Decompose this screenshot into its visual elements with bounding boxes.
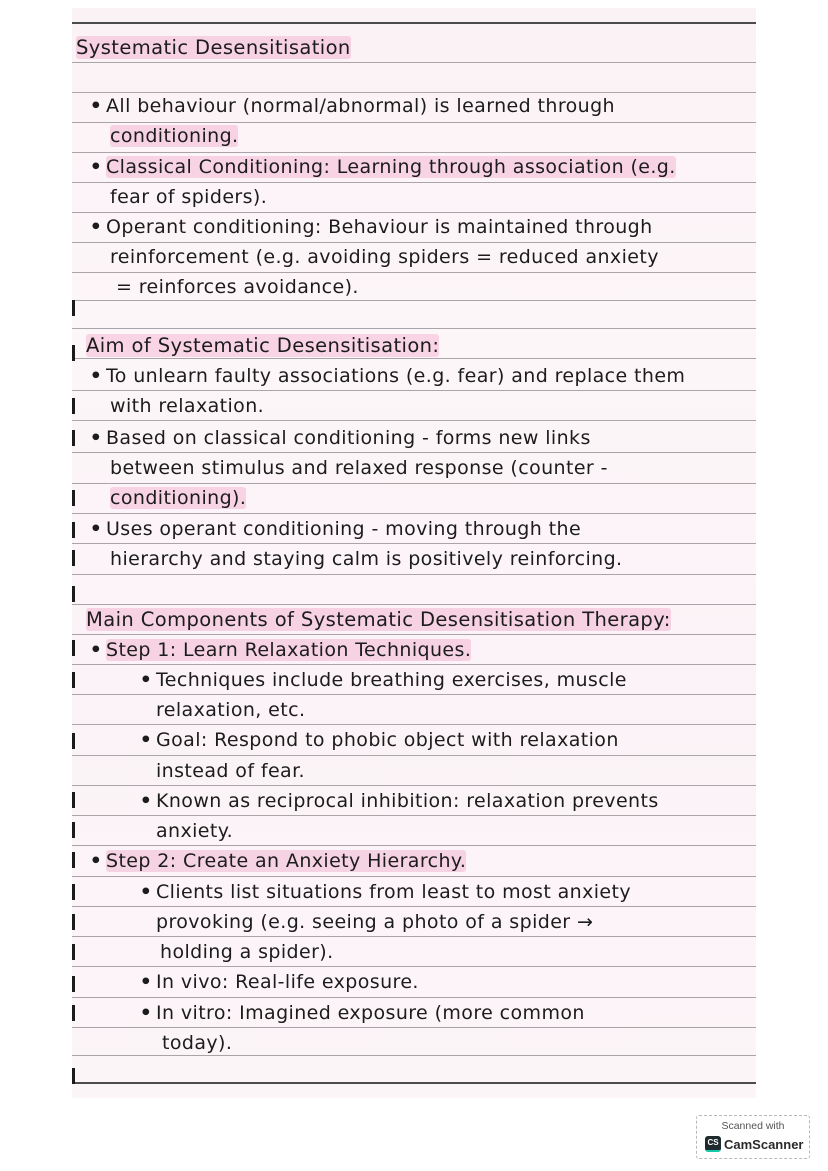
ruled-line (72, 242, 756, 243)
ruled-line (72, 664, 756, 665)
aim-bullet-2-line-3 (80, 486, 785, 510)
ruled-line (72, 152, 756, 153)
bullet-icon: • (89, 95, 103, 117)
ruled-line (72, 815, 756, 816)
intro-bullet-1-line-2 (80, 124, 785, 148)
ruled-line (72, 328, 756, 329)
margin-mark (72, 852, 75, 868)
bullet-icon: • (89, 639, 103, 661)
step2-bullet-3-line-1 (80, 1001, 811, 1025)
watermark-brand-name: CamScanner (724, 1136, 804, 1152)
ruled-line (72, 936, 756, 937)
step1-bullet-1-line-1 (80, 668, 811, 692)
ruled-line (72, 452, 756, 453)
aim-bullet-1-line-1 (80, 364, 761, 388)
margin-mark (72, 300, 75, 316)
aim-bullet-3-line-1 (80, 517, 761, 541)
ruled-line (72, 300, 756, 301)
camscanner-logo-icon: CS (705, 1136, 721, 1152)
bullet-text: with relaxation. (110, 395, 265, 417)
bullet-text: today). (162, 1032, 233, 1054)
ruled-line (72, 634, 756, 635)
page-title (76, 36, 751, 60)
bullet-text: instead of fear. (156, 760, 305, 782)
margin-mark (72, 672, 75, 688)
aim-bullet-2-line-1 (80, 426, 761, 450)
bullet-icon: • (139, 669, 153, 691)
bullet-icon: • (89, 850, 103, 872)
margin-mark (72, 522, 75, 538)
ruled-line (72, 358, 756, 359)
margin-mark (72, 640, 75, 656)
intro-bullet-2-line-1 (80, 155, 761, 179)
step2-bullet-1-line-1 (80, 880, 811, 904)
step2-bullet-1-line-2 (80, 910, 828, 934)
margin-mark (72, 490, 75, 506)
margin-mark (72, 1005, 75, 1021)
ruled-line (72, 122, 756, 123)
ruled-line (72, 755, 756, 756)
aim-heading (86, 334, 761, 358)
bullet-icon: • (139, 1002, 153, 1024)
step1-bullet-3-line-2 (80, 819, 828, 843)
ruled-line (72, 182, 756, 183)
bullet-text: provoking (e.g. seeing a photo of a spider → (156, 911, 594, 933)
components-heading (86, 608, 761, 632)
margin-mark (72, 822, 75, 838)
ruled-line (72, 997, 756, 998)
step1-bullet-1-line-2 (80, 698, 828, 722)
intro-bullet-3-line-2 (80, 245, 785, 269)
bullet-text: In vivo: Real-life exposure. (156, 971, 419, 993)
margin-mark (72, 976, 75, 992)
bullet-text: Clients list situations from least to most anxiety (156, 881, 632, 903)
ruled-line (72, 22, 756, 24)
ruled-line (72, 212, 756, 213)
aim-bullet-1-line-2 (80, 394, 785, 418)
margin-mark (72, 430, 75, 446)
step1-bullet-2-line-1 (80, 728, 811, 752)
bullet-text: Based on classical conditioning - forms new links (106, 427, 591, 449)
ruled-line (72, 724, 756, 725)
bullet-icon: • (139, 881, 153, 903)
ruled-line (72, 694, 756, 695)
bullet-text: conditioning). (110, 487, 247, 509)
heading-text: Aim of Systematic Desensitisation: (86, 334, 440, 357)
bullet-icon: • (139, 971, 153, 993)
title-text: Systematic Desensitisation (76, 36, 351, 59)
ruled-line (72, 966, 756, 967)
step1-title (86, 638, 761, 662)
margin-mark (72, 345, 75, 361)
bullet-icon: • (89, 518, 103, 540)
bullet-icon: • (89, 216, 103, 238)
bullet-text: Classical Conditioning: Learning through association (e.g. (106, 156, 676, 178)
step1-bullet-3-line-1 (80, 789, 811, 813)
bullet-text: Goal: Respond to phobic object with relaxation (156, 729, 619, 751)
margin-mark (72, 1068, 75, 1084)
bullet-text: Known as reciprocal inhibition: relaxation prevents (156, 790, 659, 812)
ruled-line (72, 483, 756, 484)
ruled-line (72, 785, 756, 786)
bullet-icon: • (139, 790, 153, 812)
ruled-line (72, 92, 756, 93)
step2-bullet-2-line-1 (80, 970, 811, 994)
margin-mark (72, 944, 75, 960)
bullet-text: Techniques include breathing exercises, muscle (156, 669, 627, 691)
bullet-text: fear of spiders). (110, 186, 268, 208)
bullet-text: Operant conditioning: Behaviour is maintained through (106, 216, 653, 238)
margin-mark (72, 398, 75, 414)
step-title-text: Step 1: Learn Relaxation Techniques. (106, 639, 472, 661)
bullet-text: hierarchy and staying calm is positively reinforcing. (110, 548, 623, 570)
watermark-caption: Scanned with (721, 1120, 785, 1132)
margin-mark (72, 550, 75, 566)
bullet-text: between stimulus and relaxed response (counter - (110, 457, 608, 479)
ruled-line (72, 513, 756, 514)
ruled-line (72, 543, 756, 544)
bullet-text: conditioning. (110, 125, 239, 147)
bullet-icon: • (139, 729, 153, 751)
margin-mark (72, 914, 75, 930)
watermark-brand (705, 1136, 803, 1152)
ruled-line (72, 574, 756, 575)
intro-bullet-2-line-2 (80, 185, 785, 209)
intro-bullet-3-line-1 (80, 215, 761, 239)
ruled-line (72, 1082, 756, 1084)
margin-mark (72, 884, 75, 900)
aim-bullet-2-line-2 (80, 456, 785, 480)
ruled-line (72, 390, 756, 391)
bullet-text: anxiety. (156, 820, 234, 842)
intro-bullet-1-line-1 (80, 94, 761, 118)
bullet-text: reinforcement (e.g. avoiding spiders = reduced anxiety (110, 246, 659, 268)
bullet-text: All behaviour (normal/abnormal) is learned through (106, 95, 615, 117)
camscanner-watermark (696, 1115, 810, 1159)
step2-bullet-3-line-2 (80, 1031, 828, 1055)
ruled-line (72, 1055, 756, 1056)
ruled-line (72, 62, 756, 63)
bullet-text: To unlearn faulty associations (e.g. fear) and replace them (106, 365, 686, 387)
bullet-text: holding a spider). (160, 941, 334, 963)
ruled-line (72, 906, 756, 907)
bullet-text: In vitro: Imagined exposure (more common (156, 1002, 585, 1024)
margin-mark (72, 733, 75, 749)
ruled-line (72, 420, 756, 421)
ruled-line (72, 272, 756, 273)
ruled-line (72, 845, 756, 846)
bullet-icon: • (89, 365, 103, 387)
margin-mark (72, 792, 75, 808)
bullet-icon: • (89, 427, 103, 449)
step1-bullet-2-line-2 (80, 759, 828, 783)
step2-title (86, 849, 761, 873)
ruled-line (72, 876, 756, 877)
step-title-text: Step 2: Create an Anxiety Hierarchy. (106, 850, 467, 872)
margin-mark (72, 586, 75, 602)
intro-bullet-3-line-3 (80, 275, 791, 299)
bullet-text: Uses operant conditioning - moving through the (106, 518, 582, 540)
ruled-line (72, 604, 756, 605)
step2-bullet-1-line-3 (80, 940, 828, 964)
heading-text: Main Components of Systematic Desensitisation Therapy: (86, 608, 671, 631)
bullet-icon: • (89, 156, 103, 178)
aim-bullet-3-line-2 (80, 547, 785, 571)
bullet-text: = reinforces avoidance). (116, 276, 359, 298)
bullet-text: relaxation, etc. (156, 699, 306, 721)
ruled-line (72, 1027, 756, 1028)
